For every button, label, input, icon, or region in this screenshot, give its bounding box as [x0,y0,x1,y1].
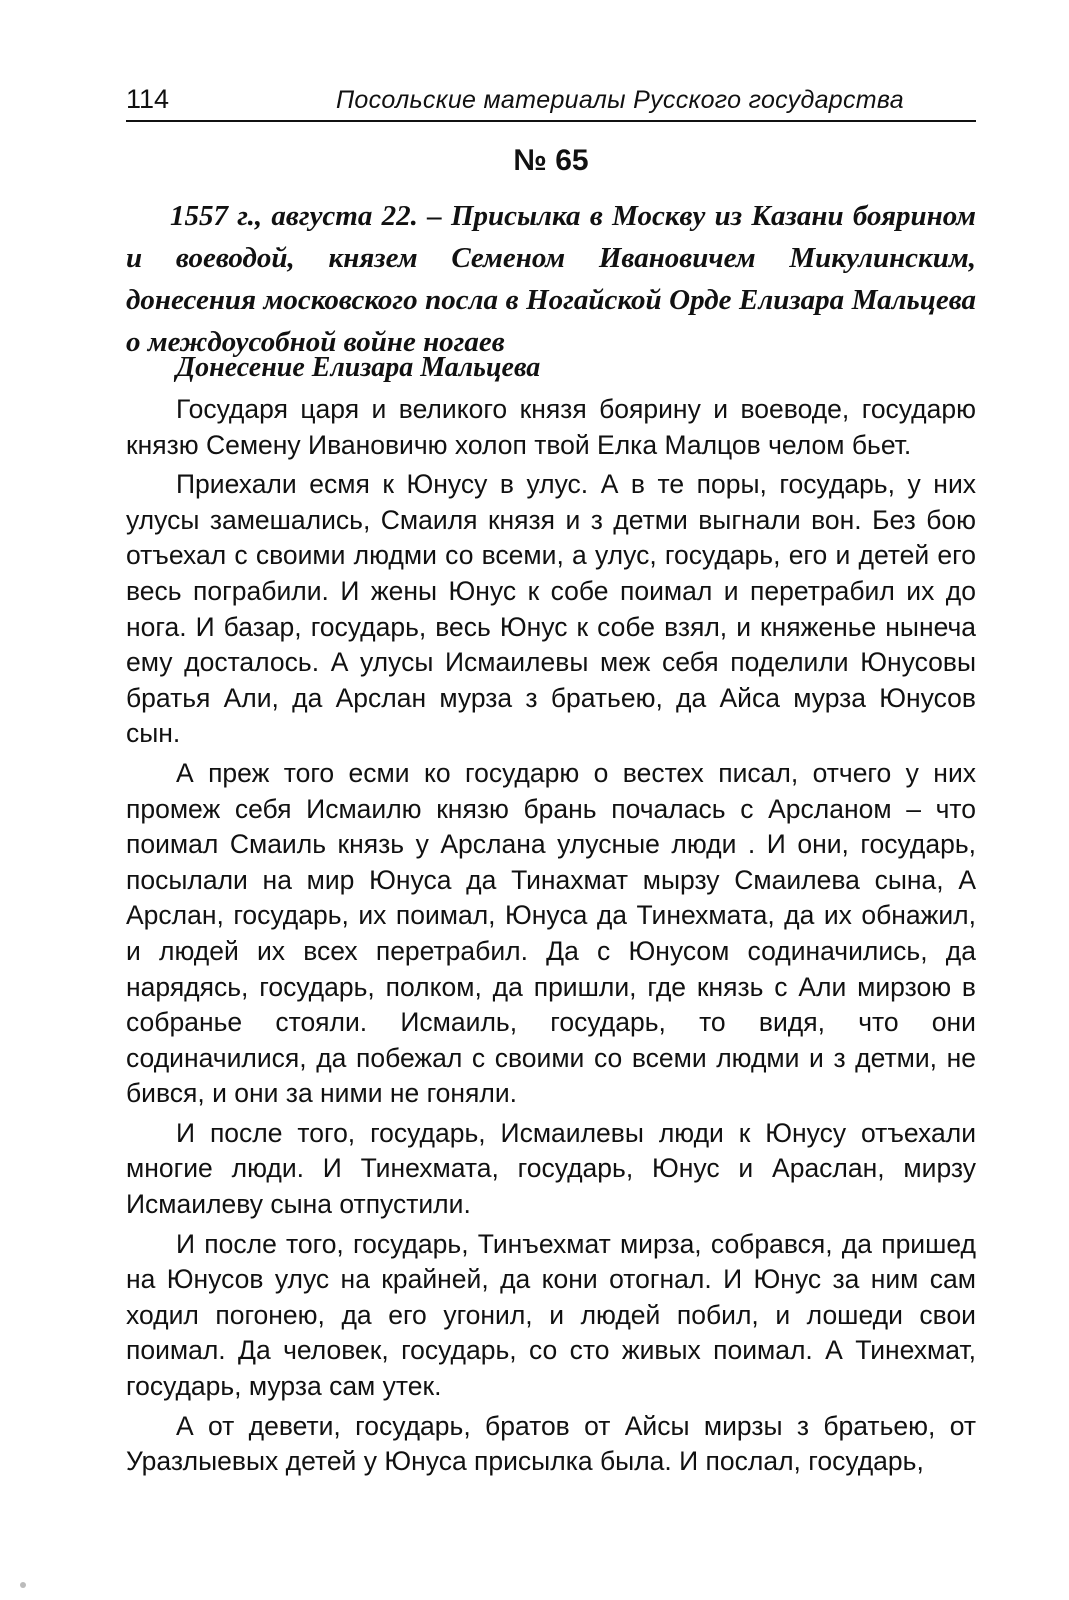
running-head [126,80,976,122]
page-number: 114 [126,84,170,114]
document-body [126,392,976,1480]
paragraph: Приехали есмя к Юнусу в улус. А в те поры, государь, у них улусы замешались, Смаиля князя и з детми выгнали вон. Без бою отъехал с своими людми со всеми, а улус, государь, его и детей его весь пограбили. И жены Юнус к собе поимал и перетрабил их до нога. И базар, государь, весь Юнус к собе взял, и княженье нынеча ему досталось. А улусы Исмаилевы меж себя поделили Юнусовы братья Али, да Арслан мурза з братьею, да Айса мурза Юнусов сын. [126,469,976,749]
paragraph: А от девети, государь, братов от Айсы мирзы з братьею, от Уразлыевых детей у Юнуса присылка была. И послал, государь, [126,1410,976,1477]
document-subheading: Донесение Елизара Мальцева [176,352,541,383]
scan-speck [20,1582,26,1588]
document-heading: 1557 г., августа 22. – Присылка в Москву из Казани боярином и воеводой, князем Семеном Ивановичем Микулинским, донесения московского посла в Ногайской Орде Елизара Мальцева о междоусобной войне ногаев [126,200,976,358]
book-page [126,0,976,1600]
paragraph: И после того, государь, Исмаилевы люди к Юнусу отъехали многие люди. И Тинехмата, государь, Юнус и Араслан, мирзу Исмаилеву сына отпустили. [126,1117,976,1220]
running-title: Посольские материалы Русского государства [336,86,904,114]
paragraph: А преж того есми ко государю о вестех писал, отчего у них промеж себя Исмаилю князю брань почалась с Арсланом – что поимал Смаиль князь у Арслана улусные люди . И они, государь, посылали на мир Юнуса да Тинахмат мырзу Смаилева сына, А Арслан, государь, их поимал, Юнуса да Тинехмата, да их обнажил, и людей их всех перетрабил. Да с Юнусом содиначились, да нарядясь, государь, полком, да пришли, где князь с Али мирзою в собранье стояли. Исмаиль, государь, то видя, что они содиначилися, да побежал с своими со всеми людми и з детми, не бився, и они за ними не гоняли. [126,757,976,1109]
paragraph: Государя царя и великого князя боярину и воеводе, государю князю Семену Ивановичю холоп твой Елка Малцов челом бьет. [126,394,976,460]
paragraph: И после того, государь, Тинъехмат мирза, собрався, да пришед на Юнусов улус на крайней, да кони отогнал. И Юнус за ним сам ходил погонею, да его угонил, и людей побил, и лошеди свои поимал. Да человек, государь, со сто живых поимал. А Тинехмат, государь, мурза сам утек. [126,1228,976,1402]
document-number: № 65 [513,144,589,177]
